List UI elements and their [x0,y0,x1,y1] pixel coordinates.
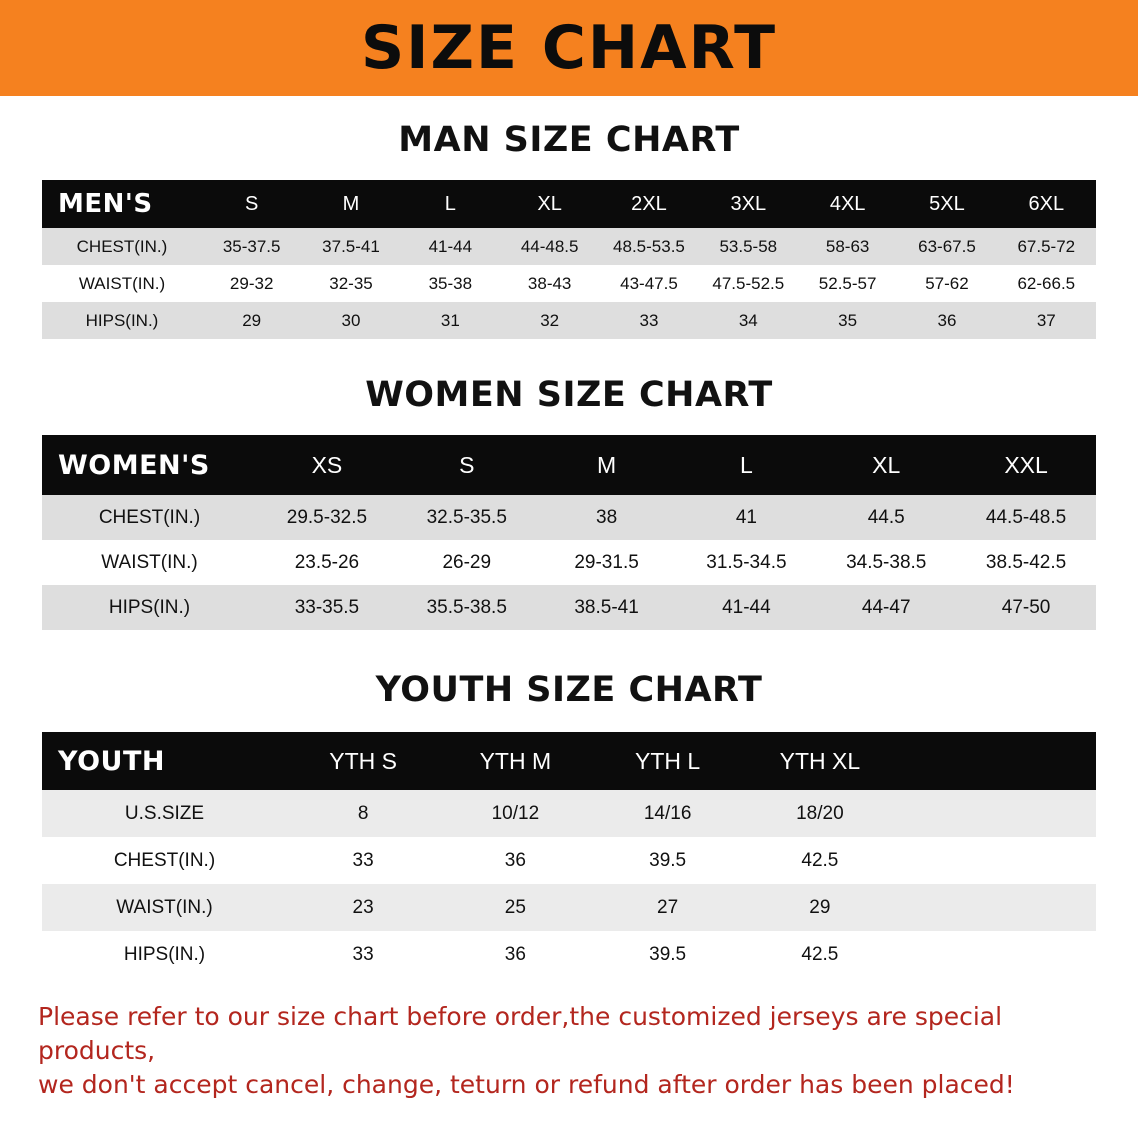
table-cell: 10/12 [491,802,540,824]
women-corner-label: WOMEN'S [58,449,210,481]
table-cell-spacer [896,790,1096,837]
youth-col-header: YTH XL [779,747,861,774]
table-cell: 25 [504,896,526,918]
table-cell: 35.5-38.5 [426,596,507,618]
table-row [42,884,1096,931]
table-cell: 29 [809,896,831,918]
youth-header-spacer [896,732,1096,790]
women-row-label: HIPS(IN.) [108,596,191,618]
table-cell: 30 [341,310,361,330]
table-cell: 26-29 [442,551,492,573]
women-col-header: L [740,451,753,478]
table-cell: 31 [440,310,460,330]
man-table-body [42,228,1096,339]
table-cell: 38.5-41 [574,596,639,618]
table-row [42,585,1096,630]
youth-table-header [42,732,1096,790]
youth-size-table [42,732,1096,978]
man-col-header: 4XL [829,192,866,215]
women-size-table [42,435,1096,630]
table-cell: 32 [540,310,560,330]
table-cell: 39.5 [649,849,687,871]
women-col-header: XL [872,451,901,478]
women-col-header: XXL [1004,451,1048,478]
table-cell: 67.5-72 [1017,236,1076,256]
women-col-header: S [459,451,475,478]
table-row [42,265,1096,302]
table-cell: 33 [352,943,374,965]
man-row-label: HIPS(IN.) [85,310,159,330]
man-col-header: 5XL [929,192,965,215]
table-cell: 44.5 [867,506,905,528]
women-col-header: XS [311,451,343,478]
table-cell: 33 [639,310,659,330]
man-table-header [42,180,1096,228]
table-cell: 35-37.5 [222,236,281,256]
table-cell: 32.5-35.5 [426,506,507,528]
table-row [42,790,1096,837]
table-cell: 41-44 [722,596,771,618]
women-table-header [42,435,1096,495]
table-cell: 62-66.5 [1017,273,1076,293]
table-cell: 23 [352,896,374,918]
youth-row-label: WAIST(IN.) [116,896,213,918]
table-cell: 29-31.5 [574,551,639,573]
man-row-label: CHEST(IN.) [76,236,168,256]
table-cell: 47.5-52.5 [712,273,785,293]
table-cell-spacer [896,931,1096,978]
table-header-row [42,435,1096,495]
table-cell: 35 [838,310,858,330]
table-cell: 14/16 [643,802,692,824]
table-cell: 36 [504,849,526,871]
table-cell: 42.5 [801,849,839,871]
man-col-header: 6XL [1028,192,1065,215]
youth-corner-label: YOUTH [58,745,165,777]
table-row [42,228,1096,265]
table-cell: 37 [1036,310,1056,330]
man-col-header: S [244,192,259,215]
youth-col-header: YTH M [479,747,552,774]
table-cell: 35-38 [428,273,473,293]
table-cell: 57-62 [925,273,969,293]
women-col-header: M [596,451,617,478]
women-table-body [42,495,1096,630]
table-cell: 42.5 [801,943,839,965]
table-cell-spacer [896,837,1096,884]
table-row [42,540,1096,585]
table-cell: 53.5-58 [719,236,778,256]
table-cell: 44-48.5 [520,236,579,256]
youth-row-label: CHEST(IN.) [113,849,216,871]
man-row-label: WAIST(IN.) [78,273,166,293]
table-cell: 33 [352,849,374,871]
man-col-header: L [444,192,456,215]
table-row [42,495,1096,540]
table-cell: 29 [242,310,262,330]
note-line-2: we don't accept cancel, change, teturn or refund after order has been placed! [38,1069,1015,1099]
table-cell: 23.5-26 [294,551,360,573]
table-cell: 44-47 [861,596,911,618]
table-row [42,302,1096,339]
women-row-label: CHEST(IN.) [98,506,201,528]
table-cell: 34.5-38.5 [846,551,927,573]
table-cell: 44.5-48.5 [985,506,1067,528]
table-cell: 37.5-41 [322,236,380,256]
youth-row-label: HIPS(IN.) [123,943,206,965]
table-cell: 38 [596,506,618,528]
table-cell: 36 [937,310,957,330]
table-cell: 41 [735,506,757,528]
table-cell: 58-63 [825,236,870,256]
table-cell: 32-35 [329,273,373,293]
table-cell: 18/20 [796,802,844,824]
table-cell: 8 [357,802,369,824]
table-cell: 29.5-32.5 [286,506,368,528]
women-row-label: WAIST(IN.) [101,551,198,573]
table-cell: 39.5 [649,943,687,965]
women-section-heading: WOMEN SIZE CHART [365,375,773,415]
man-corner-label: MEN'S [58,189,153,219]
table-header-row [42,732,1096,790]
man-col-header: 2XL [631,192,667,215]
man-col-header: M [342,192,360,215]
youth-col-header: YTH L [635,747,701,774]
table-cell: 63-67.5 [918,236,976,256]
man-col-header: 3XL [730,192,767,215]
table-cell: 34 [738,310,758,330]
man-section-heading: MAN SIZE CHART [398,120,740,160]
table-row [42,931,1096,978]
table-cell: 27 [657,896,679,918]
table-cell: 36 [504,943,526,965]
table-cell: 41-44 [428,236,473,256]
table-cell: 31.5-34.5 [706,551,787,573]
man-size-table [42,180,1096,339]
table-cell: 47-50 [1001,596,1051,618]
youth-table-body [42,790,1096,978]
table-row [42,837,1096,884]
table-cell: 29-32 [229,273,274,293]
youth-section-heading: YOUTH SIZE CHART [375,670,763,710]
table-cell: 33-35.5 [294,596,360,618]
page-banner [0,0,1138,96]
table-cell-spacer [896,884,1096,931]
table-cell: 38.5-42.5 [985,551,1067,573]
man-col-header: XL [537,192,562,215]
table-cell: 43-47.5 [620,273,678,293]
note-line-1: Please refer to our size chart before order,the customized jerseys are special products, [38,1002,1003,1065]
table-cell: 52.5-57 [818,273,877,293]
return-policy-note [38,1000,1100,1101]
table-header-row [42,180,1096,228]
table-cell: 48.5-53.5 [613,236,685,256]
youth-col-header: YTH S [329,747,397,774]
page-title: SIZE CHART [360,13,778,83]
youth-row-label: U.S.SIZE [124,802,205,824]
table-cell: 38-43 [527,273,572,293]
